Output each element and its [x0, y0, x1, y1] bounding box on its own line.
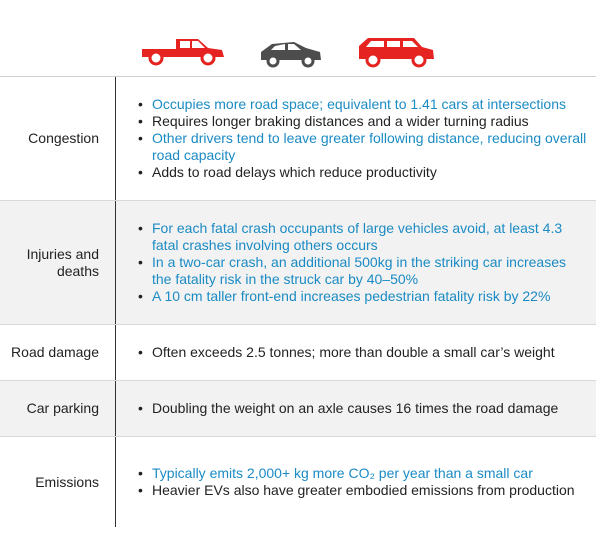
row-label-congestion: Congestion [0, 77, 116, 200]
grey-small-car-icon [258, 30, 324, 70]
table-row [0, 381, 596, 437]
vehicle-icons [0, 30, 600, 70]
list-item: • Heavier EVs also have greater embodied emissions from production [152, 482, 588, 499]
list-item: • Adds to road delays which reduce productivity [152, 164, 588, 181]
row-content [116, 381, 596, 436]
list-item: • Doubling the weight on an axle causes 16 times the road damage [152, 400, 588, 417]
bullet-list [152, 220, 588, 305]
red-pickup-truck-icon [138, 30, 228, 70]
table-row [0, 437, 596, 527]
comparison-table [0, 76, 596, 527]
row-label-road-damage: Road damage [0, 325, 116, 380]
row-content [116, 437, 596, 527]
list-item: • Other drivers tend to leave greater following distance, reducing overall road capacity [152, 130, 588, 164]
list-item: • Occupies more road space; equivalent to 1.41 cars at intersections [152, 96, 588, 113]
list-item: • A 10 cm taller front-end increases pedestrian fatality risk by 22% [152, 288, 588, 305]
table-row [0, 325, 596, 381]
row-label-car-parking: Car parking [0, 381, 116, 436]
list-item: • Requires longer braking distances and a wider turning radius [152, 113, 588, 130]
red-suv-icon [356, 30, 436, 70]
row-content [116, 201, 596, 324]
row-content [116, 325, 596, 380]
row-label-injuries-and-deaths: Injuries and deaths [0, 201, 116, 324]
list-item: • In a two-car crash, an additional 500kg in the striking car increases the fatality risk in the struck car by 40–50% [152, 254, 588, 288]
list-item: • For each fatal crash occupants of large vehicles avoid, at least 4.3 fatal crashes involving others occurs [152, 220, 588, 254]
bullet-list [152, 96, 588, 181]
table-row [0, 77, 596, 201]
row-label-emissions: Emissions [0, 437, 116, 527]
bullet-list [152, 465, 588, 499]
table-row [0, 201, 596, 325]
bullet-list [152, 344, 588, 361]
list-item: • Often exceeds 2.5 tonnes; more than double a small car’s weight [152, 344, 588, 361]
bullet-list [152, 400, 588, 417]
row-content [116, 77, 596, 200]
list-item: • Typically emits 2,000+ kg more CO₂ per year than a small car [152, 465, 588, 482]
